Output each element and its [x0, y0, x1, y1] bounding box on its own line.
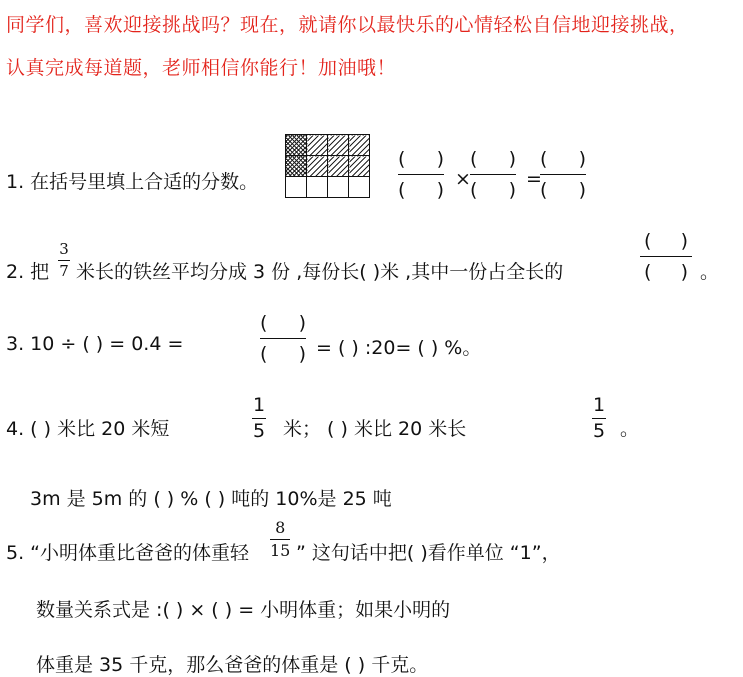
question-4-part-1: 4. ( ) 米比 20 米短	[6, 418, 170, 440]
fraction-three-sevenths: 3 7	[59, 240, 69, 280]
question-2-end: 。	[700, 261, 720, 283]
grid-cell	[286, 156, 307, 177]
answer-fraction-blank-1[interactable]: ( ) ( )	[398, 148, 444, 201]
grid-cell	[349, 177, 370, 198]
question-3-part-1: 3. 10 ÷ ( ) = 0.4 =	[6, 333, 184, 355]
question-5-post: ” 这句话中把( )看作单位 “1”，	[296, 542, 561, 564]
answer-fraction-blank-q2[interactable]: ( ) ( )	[640, 232, 692, 282]
grid-cell	[307, 177, 328, 198]
question-4-end: 。	[620, 418, 640, 440]
question-5-line-3: 体重是 35 千克，那么爸爸的体重是 ( ) 千克。	[36, 654, 429, 676]
question-3-part-2: = ( ) :20= ( ) %。	[316, 337, 482, 359]
fraction-one-fifth-a: 1 5	[252, 394, 266, 442]
fraction-eight-fifteenths: 8 15	[270, 518, 291, 560]
answer-fraction-blank-2[interactable]: ( ) ( )	[470, 148, 516, 201]
grid-cell	[328, 135, 349, 156]
fraction-grid-figure	[285, 134, 370, 198]
question-5-prefix: 5. “小明体重比爸爸的体重轻	[6, 542, 250, 564]
grid-cell	[307, 135, 328, 156]
answer-fraction-blank-3[interactable]: ( ) ( )	[540, 148, 586, 201]
question-5-line-2: 数量关系式是 :( ) × ( ) = 小明体重；如果小明的	[36, 599, 451, 621]
grid-cell	[307, 156, 328, 177]
grid-cell	[328, 177, 349, 198]
fraction-one-fifth-b: 1 5	[592, 394, 606, 442]
answer-fraction-blank-q3[interactable]: ( ) ( )	[260, 312, 306, 365]
grid-cell	[286, 135, 307, 156]
times-sign: ×	[455, 168, 471, 190]
grid-cell	[349, 156, 370, 177]
question-2-text: 米长的铁丝平均分成 3 份 ,每份长( )米 ,其中一份占全长的	[76, 261, 564, 283]
grid-cell	[328, 156, 349, 177]
intro-line-2: 认真完成每道题，老师相信你能行！加油哦！	[6, 57, 397, 79]
intro-line-1: 同学们，喜欢迎接挑战吗？现在，就请你以最快乐的心情轻松自信地迎接挑战，	[6, 14, 689, 36]
grid-cell	[286, 177, 307, 198]
question-4b-text: 3m 是 5m 的 ( ) % ( ) 吨的 10%是 25 吨	[30, 488, 392, 510]
question-4-part-2: 米； ( ) 米比 20 米长	[283, 418, 467, 440]
equals-sign: =	[526, 168, 542, 190]
grid-cell	[349, 135, 370, 156]
question-1-text: 1. 在括号里填上合适的分数。	[6, 171, 259, 193]
question-2-prefix: 2. 把	[6, 261, 50, 283]
